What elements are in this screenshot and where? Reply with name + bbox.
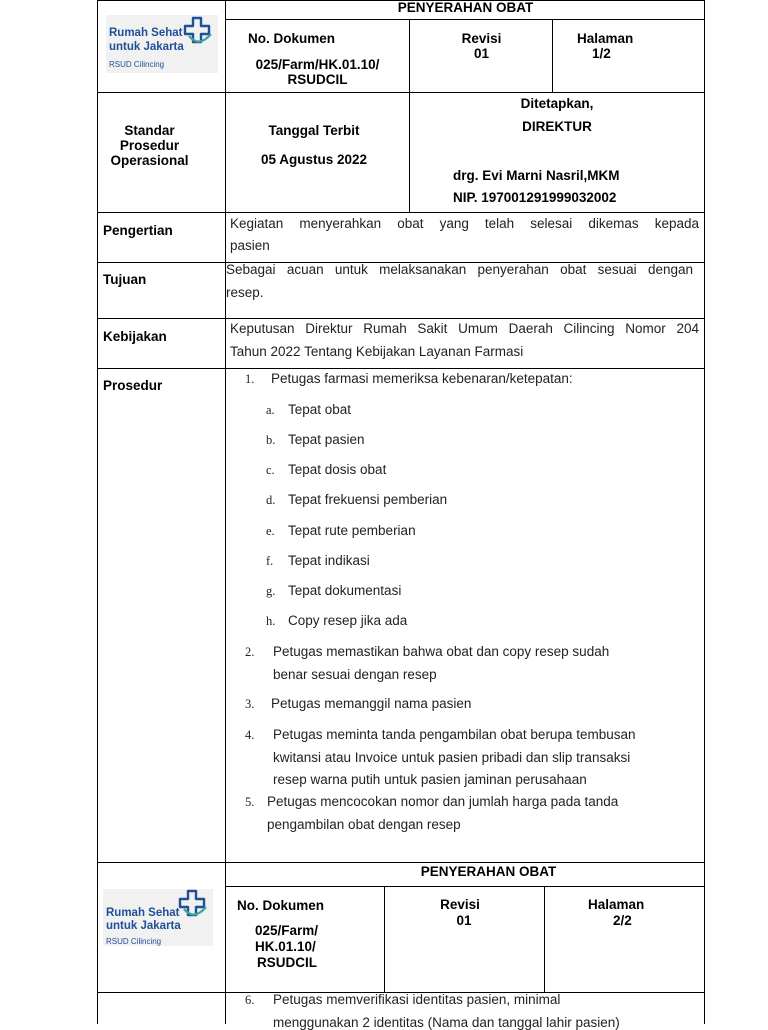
plus-cross-logo-icon bbox=[175, 889, 211, 919]
step-number: 5. bbox=[245, 795, 255, 809]
revisi-value: 01 bbox=[473, 46, 490, 61]
tujuan-text-line2: resep. bbox=[226, 285, 264, 300]
direktur-text: DIREKTUR bbox=[522, 119, 592, 134]
logo-text-line3: RSUD Cilincing bbox=[106, 937, 162, 946]
subitem-marker: d. bbox=[266, 493, 276, 507]
hospital-logo-page2 bbox=[103, 889, 213, 946]
step-number: 2. bbox=[245, 645, 255, 659]
subitem-text: Tepat indikasi bbox=[288, 553, 370, 568]
logo-text-line3: RSUD Cilincing bbox=[109, 60, 165, 69]
subitem-text: Tepat dokumentasi bbox=[288, 583, 402, 598]
pengertian-text-line2: pasien bbox=[230, 238, 270, 253]
tujuan-label: Tujuan bbox=[103, 272, 147, 287]
kebijakan-text-line2: Tahun 2022 Tentang Kebijakan Layanan Farmasi bbox=[230, 344, 524, 359]
sop-label-line2: Prosedur bbox=[119, 138, 180, 153]
no-dokumen-label: No. Dokumen bbox=[248, 31, 336, 46]
kebijakan-text-line1: Keputusan Direktur Rumah Sakit Umum Daerah Cilincing Nomor 204 bbox=[230, 321, 699, 336]
halaman-value: 1/2 bbox=[592, 46, 611, 61]
subitem-marker: a. bbox=[266, 403, 275, 417]
no-dokumen-value-line1: 025/Farm/ bbox=[255, 923, 319, 938]
halaman-value-page2: 2/2 bbox=[613, 913, 632, 928]
table-border bbox=[97, 92, 705, 93]
document-title: PENYERAHAN OBAT bbox=[397, 0, 534, 15]
pengertian-text-line1: Kegiatan menyerahkan obat yang telah selesai dikemas kepada bbox=[230, 216, 699, 231]
tanggal-terbit-value: 05 Agustus 2022 bbox=[260, 152, 368, 167]
table-border bbox=[97, 862, 705, 863]
subitem-text: Copy resep jika ada bbox=[288, 613, 408, 628]
no-dokumen-value-line2: RSUDCIL bbox=[287, 72, 348, 87]
document-title-page2: PENYERAHAN OBAT bbox=[420, 864, 557, 879]
step-text: Petugas memanggil nama pasien bbox=[271, 696, 472, 711]
step-text: benar sesuai dengan resep bbox=[273, 667, 437, 682]
sop-label-line1: Standar bbox=[124, 123, 175, 138]
step-number: 6. bbox=[245, 993, 255, 1007]
logo-text-line1: Rumah Sehat bbox=[109, 27, 183, 39]
subitem-marker: c. bbox=[266, 463, 275, 477]
logo-text-line2: untuk Jakarta bbox=[106, 920, 181, 932]
subitem-marker: h. bbox=[266, 614, 276, 628]
subitem-text: Tepat rute pemberian bbox=[288, 523, 416, 538]
subitem-marker: e. bbox=[266, 524, 275, 538]
logo-text-line1: Rumah Sehat bbox=[106, 907, 180, 919]
ditetapkan-text: Ditetapkan, bbox=[520, 96, 594, 111]
prosedur-label: Prosedur bbox=[103, 378, 163, 393]
step-text: kwitansi atau Invoice untuk pasien pribadi dan slip transaksi bbox=[273, 750, 631, 765]
no-dokumen-value-line1: 025/Farm/HK.01.10/ bbox=[255, 57, 380, 72]
kebijakan-label: Kebijakan bbox=[103, 329, 167, 344]
revisi-label-page2: Revisi bbox=[440, 897, 480, 912]
direktur-nip: NIP. 197001291999032002 bbox=[453, 190, 617, 205]
step-text: pengambilan obat dengan resep bbox=[267, 817, 461, 832]
step-number: 4. bbox=[245, 728, 255, 742]
step-text: Petugas memastikan bahwa obat dan copy resep sudah bbox=[273, 644, 610, 659]
hospital-logo bbox=[106, 15, 218, 73]
no-dokumen-label-page2: No. Dokumen bbox=[237, 898, 325, 913]
direktur-name: drg. Evi Marni Nasril,MKM bbox=[453, 168, 620, 183]
revisi-value-page2: 01 bbox=[456, 913, 472, 928]
no-dokumen-value-line3: RSUDCIL bbox=[257, 955, 317, 970]
step-number: 1. bbox=[245, 372, 255, 386]
step-text: resep warna putih untuk pasien jaminan perusahaan bbox=[273, 772, 587, 787]
subitem-marker: b. bbox=[266, 433, 276, 447]
sop-label-line3: Operasional bbox=[110, 153, 189, 168]
step-text: Petugas farmasi memeriksa kebenaran/ketepatan: bbox=[271, 371, 573, 386]
step-text: menggunakan 2 identitas (Nama dan tanggal lahir pasien) bbox=[273, 1015, 620, 1030]
pengertian-label: Pengertian bbox=[103, 223, 173, 238]
table-border bbox=[97, 368, 705, 369]
step-text: Petugas memverifikasi identitas pasien, minimal bbox=[273, 992, 561, 1007]
step-text: Petugas mencocokan nomor dan jumlah harga pada tanda bbox=[267, 794, 619, 809]
table-border bbox=[226, 886, 705, 887]
tujuan-text-line1: Sebagai acuan untuk melaksanakan penyerahan obat sesuai dengan bbox=[226, 262, 693, 277]
table-border bbox=[226, 19, 705, 20]
halaman-label-page2: Halaman bbox=[588, 897, 645, 912]
no-dokumen-value-line2: HK.01.10/ bbox=[255, 939, 316, 954]
step-text: Petugas meminta tanda pengambilan obat berupa tembusan bbox=[273, 727, 636, 742]
halaman-label: Halaman bbox=[577, 31, 634, 46]
revisi-label: Revisi bbox=[461, 31, 502, 46]
subitem-marker: g. bbox=[266, 584, 276, 598]
subitem-text: Tepat frekuensi pemberian bbox=[288, 492, 448, 507]
subitem-text: Tepat obat bbox=[288, 402, 352, 417]
table-border bbox=[544, 886, 545, 993]
plus-cross-logo-icon bbox=[180, 16, 216, 46]
subitem-marker: f. bbox=[266, 554, 274, 568]
tanggal-terbit-label: Tanggal Terbit bbox=[268, 123, 360, 138]
logo-text-line2: untuk Jakarta bbox=[109, 41, 184, 53]
subitem-text: Tepat dosis obat bbox=[288, 462, 387, 477]
subitem-text: Tepat pasien bbox=[288, 432, 365, 447]
step-number: 3. bbox=[245, 697, 255, 711]
